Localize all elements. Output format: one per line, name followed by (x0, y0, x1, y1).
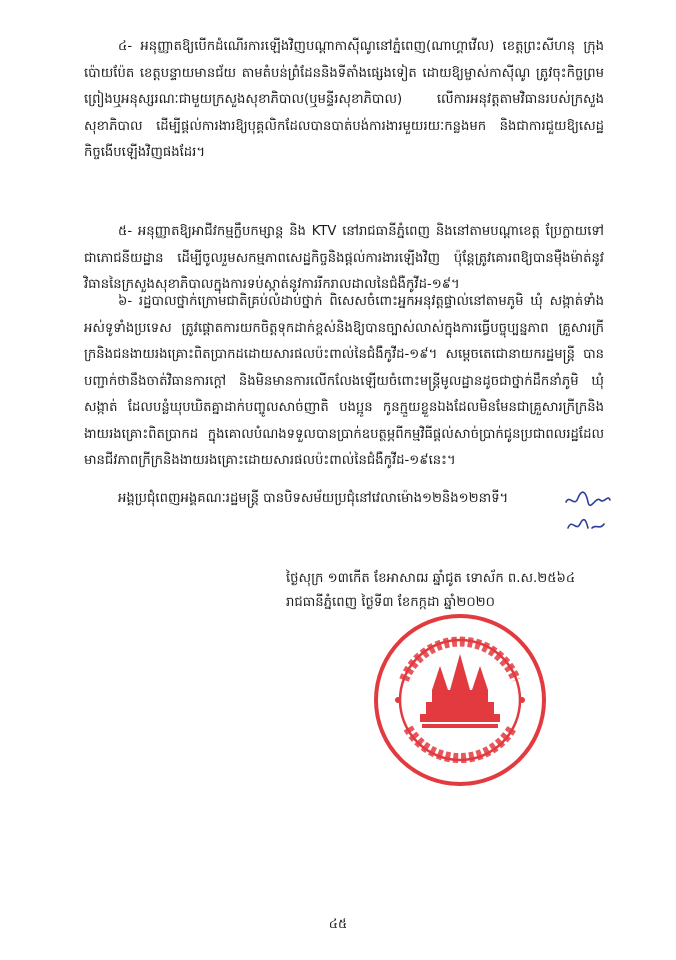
date-gregorian: រាជធានីភ្នំពេញ ថ្ងៃទី៣ ខែកក្កដា ឆ្នាំ២០២០ (286, 595, 495, 610)
paragraph-text: ៤- អនុញ្ញាតឱ្យបើកដំណើរការឡើងវិញបណ្តាកាស៊ីណូនៅភ្នំពេញ(ណាហ្គាវើល) ខេត្តព្រះសីហនុ ក្រុងប៉ោយប៉ែត ខេត្តបន្ទាយមានជ័យ តាមតំបន់ព្រំដែននិងទីតាំងផ្សេងទៀត ដោយឱ្យម្ចាស់កាស៊ីណូ ត្រូវចុះកិច្ចព្រមព្រៀងឬអនុស្សរណៈជាមួយក្រសួងសុខាភិបាល(ឬមន្ទីរសុខាភិបាល) លើការអនុវត្តតាមវិធានរបស់ក្រសួងសុខាភិបាល ដើម្បីផ្តល់ការងារឱ្យបុគ្គលិកដែលបានបាត់បង់ការងារមួយរយៈកន្លងមក និងជាការជួយឱ្យសេដ្ឋកិច្ចងើបឡើងវិញផងដែរ។ (84, 39, 604, 160)
signature-stroke-top (566, 492, 610, 505)
official-seal (370, 610, 550, 790)
paragraph-text: ៥- អនុញ្ញាតឱ្យអាជីវកម្មក្លឹបកម្សាន្ត និង KTV នៅរាជធានីភ្នំពេញ និងនៅតាមបណ្តាខេត្ត ប្រែក្លាយទៅជាភោជនីយដ្ឋាន ដើម្បីចូលរួមសកម្មភាពសេដ្ឋកិច្ចនិងផ្តល់ការងារឡើងវិញ ប៉ុន្តែត្រូវគោរពឱ្យបានម៉ឺងម៉ាត់នូវវិធាននៃក្រសួងសុខាភិបាលក្នុងការទប់ស្កាត់នូវការរីករាលដាលនៃជំងឺកូវីដ-១៩។ (84, 224, 604, 292)
seal-star-left (395, 697, 401, 703)
paragraph-item-6 (84, 289, 604, 475)
paragraph-text: ៦- រដ្ឋបាលថ្នាក់ក្រោមជាតិគ្រប់លំដាប់ថ្នាក់ ពិសេសចំពោះអ្នកអនុវត្តផ្ទាល់នៅតាមភូមិ ឃុំ សង្កាត់ទាំងអស់ទូទាំងប្រទេស ត្រូវផ្តោតការយកចិត្តទុកដាក់ខ្ពស់និងឱ្យបានច្បាស់លាស់ក្នុងការធ្វើបច្ចុប្បន្នភាព គ្រួសារក្រីក្រនិងជនងាយរងគ្រោះពិតប្រាកដដោយសារផលប៉ះពាល់នៃជំងឺកូវីដ-១៩។ សម្តេចតេជោនាយករដ្ឋមន្ត្រី បានបញ្ជាក់ថានឹងចាត់វិធានការក្តៅ និងមិនមានការលើកលែងឡើយចំពោះមន្ត្រីមូលដ្ឋានដូចជាថ្នាក់ដឹកនាំភូមិ ឃុំ សង្កាត់ ដែលបន្លំឃុបឃិតគ្នាដាក់បញ្ចូលសាច់ញាតិ បងប្អូន កូនក្មួយខ្លួនឯងដែលមិនមែនជាគ្រួសារក្រីក្រនិងងាយរងគ្រោះពិតប្រាកដ ក្នុងគោលបំណងទទួលបានប្រាក់ឧបត្ថម្ភពីកម្មវិធីផ្តល់សាច់ប្រាក់ជូនប្រជាពលរដ្ឋដែលមានជីវភាពក្រីក្រនិងងាយរងគ្រោះដោយសារផលប៉ះពាល់នៃជំងឺកូវីដ-១៩នេះ។ (84, 294, 604, 468)
paragraph-item-4 (84, 34, 604, 167)
closing-statement: អង្គប្រជុំពេញអង្គគណៈរដ្ឋមន្ត្រី បានបិទសម័យប្រជុំនៅវេលាម៉ោង១២និង១២នាទី។ (118, 491, 509, 506)
handwritten-signature (562, 488, 614, 540)
date-lunar: ថ្ងៃសុក្រ ១៣កើត ខែអាសាឍ ឆ្នាំជូត ទោស័ក ព.ស.២៥៦៤ (286, 571, 576, 586)
paragraph-item-5 (84, 219, 604, 299)
seal-text-arc-bottom (408, 728, 512, 758)
seal-star-right (519, 697, 525, 703)
signature-stroke-bottom (568, 520, 604, 528)
angkor-temple-emblem (420, 654, 500, 728)
page-number: ៤៥ (328, 917, 348, 932)
